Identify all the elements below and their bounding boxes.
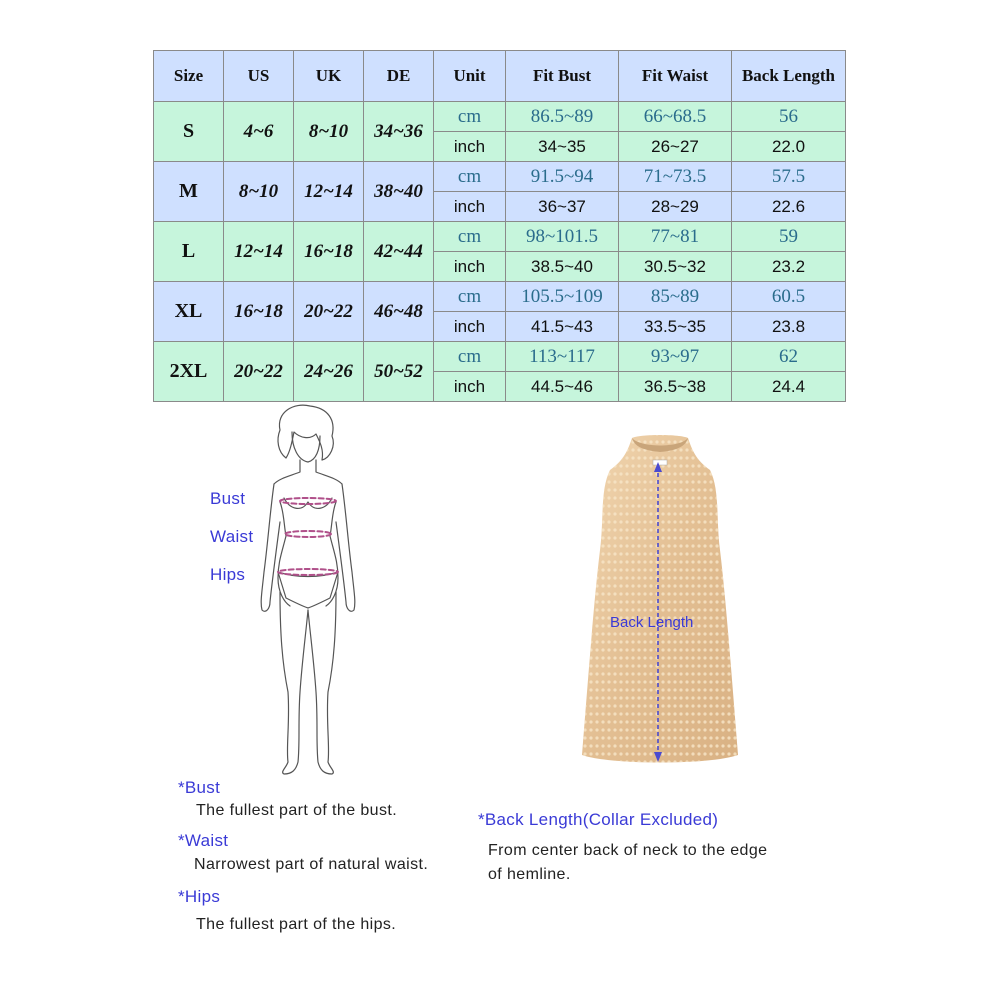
table-row bbox=[154, 282, 846, 312]
waist-cell: 33.5~35 bbox=[619, 312, 732, 342]
left-arm-line bbox=[261, 484, 280, 611]
back-length-cell: 56 bbox=[732, 102, 846, 132]
briefs-shape bbox=[278, 572, 338, 608]
note-waist-desc: Narrowest part of natural waist. bbox=[194, 856, 429, 873]
us-cell: 16~18 bbox=[224, 282, 294, 342]
note-hips-title: *Hips bbox=[178, 887, 221, 906]
note-bust-title: *Bust bbox=[178, 778, 221, 797]
waist-measure-line bbox=[285, 531, 331, 537]
us-cell: 20~22 bbox=[224, 342, 294, 402]
unit-cell: cm bbox=[434, 342, 506, 372]
waist-cell: 77~81 bbox=[619, 222, 732, 252]
waist-cell: 85~89 bbox=[619, 282, 732, 312]
header-row bbox=[154, 51, 846, 102]
back-length-cell: 60.5 bbox=[732, 282, 846, 312]
bust-cell: 105.5~109 bbox=[506, 282, 619, 312]
bust-cell: 36~37 bbox=[506, 192, 619, 222]
size-chart-table bbox=[153, 50, 846, 402]
waist-cell: 28~29 bbox=[619, 192, 732, 222]
waist-cell: 93~97 bbox=[619, 342, 732, 372]
header-fit-bust: Fit Bust bbox=[506, 51, 619, 102]
size-cell: L bbox=[154, 222, 224, 282]
de-cell: 46~48 bbox=[364, 282, 434, 342]
size-cell: M bbox=[154, 162, 224, 222]
body-figure-illustration bbox=[250, 402, 370, 777]
note-waist-title: *Waist bbox=[178, 831, 229, 850]
waist-cell: 26~27 bbox=[619, 132, 732, 162]
uk-cell: 8~10 bbox=[294, 102, 364, 162]
unit-cell: inch bbox=[434, 312, 506, 342]
unit-cell: inch bbox=[434, 372, 506, 402]
table-row bbox=[154, 342, 846, 372]
unit-cell: cm bbox=[434, 162, 506, 192]
garment-image bbox=[570, 430, 750, 770]
note-back-length-desc-line1: From center back of neck to the edge bbox=[488, 842, 768, 859]
figure-bust-label: Bust bbox=[210, 489, 246, 508]
back-length-cell: 57.5 bbox=[732, 162, 846, 192]
bust-measure-line bbox=[280, 498, 336, 504]
waist-cell: 36.5~38 bbox=[619, 372, 732, 402]
bust-cell: 38.5~40 bbox=[506, 252, 619, 282]
note-hips-desc: The fullest part of the hips. bbox=[196, 916, 397, 933]
figure-waist-label: Waist bbox=[210, 527, 254, 546]
header-us: US bbox=[224, 51, 294, 102]
header-de: DE bbox=[364, 51, 434, 102]
waist-cell: 66~68.5 bbox=[619, 102, 732, 132]
left-shoulder-line bbox=[274, 460, 300, 484]
right-arm-line bbox=[336, 484, 355, 611]
unit-cell: cm bbox=[434, 102, 506, 132]
uk-cell: 24~26 bbox=[294, 342, 364, 402]
unit-cell: inch bbox=[434, 132, 506, 162]
size-cell: S bbox=[154, 102, 224, 162]
right-leg-line bbox=[308, 592, 336, 774]
bust-cell: 86.5~89 bbox=[506, 102, 619, 132]
size-cell: XL bbox=[154, 282, 224, 342]
hair-shape bbox=[278, 405, 333, 460]
note-back-length-desc-line2: of hemline. bbox=[488, 866, 571, 883]
garment-tag bbox=[653, 460, 667, 465]
header-back-length: Back Length bbox=[732, 51, 846, 102]
bust-cell: 44.5~46 bbox=[506, 372, 619, 402]
garment-sequin-texture bbox=[582, 435, 738, 763]
hips-measure-line bbox=[278, 569, 338, 575]
bust-cell: 91.5~94 bbox=[506, 162, 619, 192]
figure-hips-label: Hips bbox=[210, 565, 246, 584]
back-length-cell: 24.4 bbox=[732, 372, 846, 402]
table-row bbox=[154, 102, 846, 132]
us-cell: 12~14 bbox=[224, 222, 294, 282]
back-length-cell: 62 bbox=[732, 342, 846, 372]
unit-cell: cm bbox=[434, 222, 506, 252]
size-cell: 2XL bbox=[154, 342, 224, 402]
back-length-cell: 23.2 bbox=[732, 252, 846, 282]
note-bust-desc: The fullest part of the bust. bbox=[196, 802, 398, 819]
back-length-cell: 22.6 bbox=[732, 192, 846, 222]
back-length-cell: 59 bbox=[732, 222, 846, 252]
face-shape bbox=[292, 432, 320, 462]
header-size: Size bbox=[154, 51, 224, 102]
us-cell: 8~10 bbox=[224, 162, 294, 222]
waist-cell: 30.5~32 bbox=[619, 252, 732, 282]
table-row bbox=[154, 222, 846, 252]
de-cell: 50~52 bbox=[364, 342, 434, 402]
unit-cell: inch bbox=[434, 252, 506, 282]
us-cell: 4~6 bbox=[224, 102, 294, 162]
uk-cell: 16~18 bbox=[294, 222, 364, 282]
de-cell: 38~40 bbox=[364, 162, 434, 222]
bust-cell: 113~117 bbox=[506, 342, 619, 372]
unit-cell: inch bbox=[434, 192, 506, 222]
header-unit: Unit bbox=[434, 51, 506, 102]
de-cell: 42~44 bbox=[364, 222, 434, 282]
header-fit-waist: Fit Waist bbox=[619, 51, 732, 102]
uk-cell: 20~22 bbox=[294, 282, 364, 342]
back-length-cell: 23.8 bbox=[732, 312, 846, 342]
note-back-length-title: *Back Length(Collar Excluded) bbox=[478, 810, 719, 829]
right-shoulder-line bbox=[316, 460, 342, 484]
unit-cell: cm bbox=[434, 282, 506, 312]
uk-cell: 12~14 bbox=[294, 162, 364, 222]
waist-cell: 71~73.5 bbox=[619, 162, 732, 192]
bust-cell: 41.5~43 bbox=[506, 312, 619, 342]
left-leg-line bbox=[280, 592, 308, 774]
de-cell: 34~36 bbox=[364, 102, 434, 162]
table-row bbox=[154, 162, 846, 192]
back-length-cell: 22.0 bbox=[732, 132, 846, 162]
garment-back-length-label: Back Length bbox=[610, 614, 694, 631]
bust-cell: 98~101.5 bbox=[506, 222, 619, 252]
bust-cell: 34~35 bbox=[506, 132, 619, 162]
header-uk: UK bbox=[294, 51, 364, 102]
